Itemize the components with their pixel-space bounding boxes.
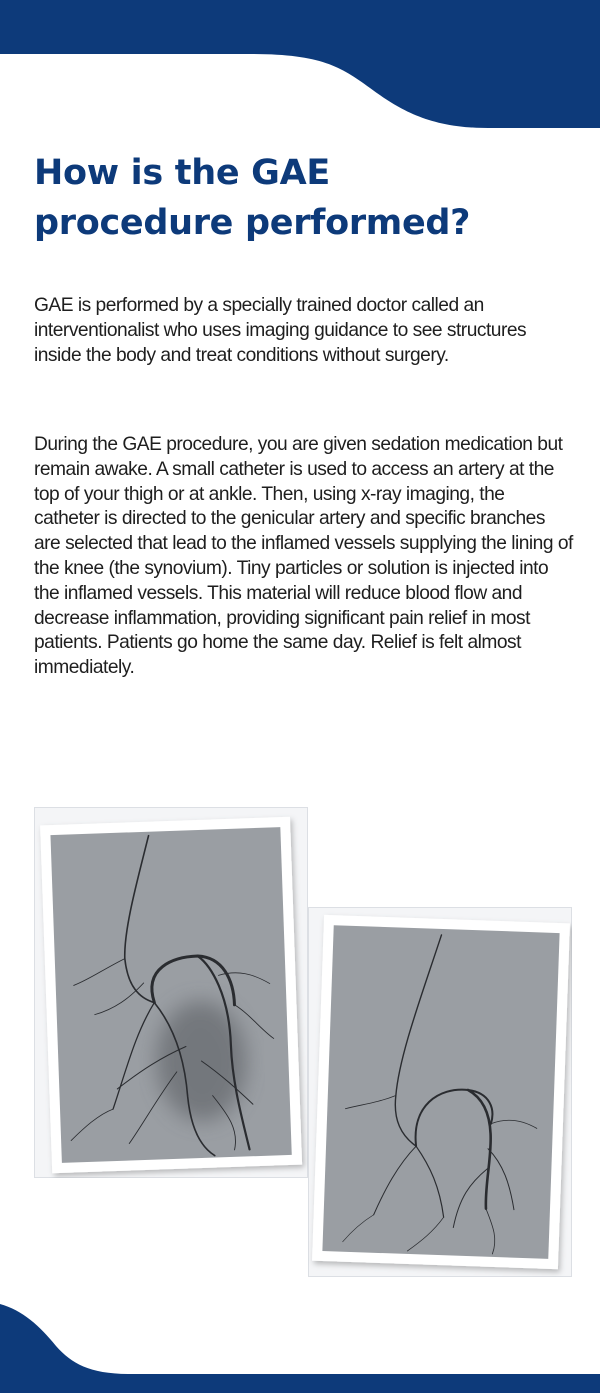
angiogram-after-image: [308, 907, 572, 1277]
bottom-wave-banner: [0, 1290, 600, 1393]
procedure-paragraph: During the GAE procedure, you are given sedation medication but remain awake. A small catheter is used to access an artery at the top of your thigh or at ankle. Then, using x-ray imaging, the catheter is directed to the genicular artery and specific branches are selected that lead to the inflamed vessels supplying the lining of the knee (the synovium). Tiny particles or solution is injected into the inflamed vessels. This material will reduce blood flow and decrease inflammation, providing significant pain relief in most patients. Patients go home the same day. Relief is felt almost immediately.: [34, 434, 573, 679]
page-title-line-1: How is the GAE: [34, 153, 330, 193]
top-wave-banner: [0, 0, 600, 130]
page-title-line-2: procedure performed?: [34, 203, 471, 243]
page-title: [34, 148, 574, 248]
angiogram-before-image: [34, 807, 308, 1178]
intro-paragraph: GAE is performed by a specially trained doctor called an interventionalist who uses imaging guidance to see structures inside the body and treat conditions without surgery.: [34, 295, 527, 366]
